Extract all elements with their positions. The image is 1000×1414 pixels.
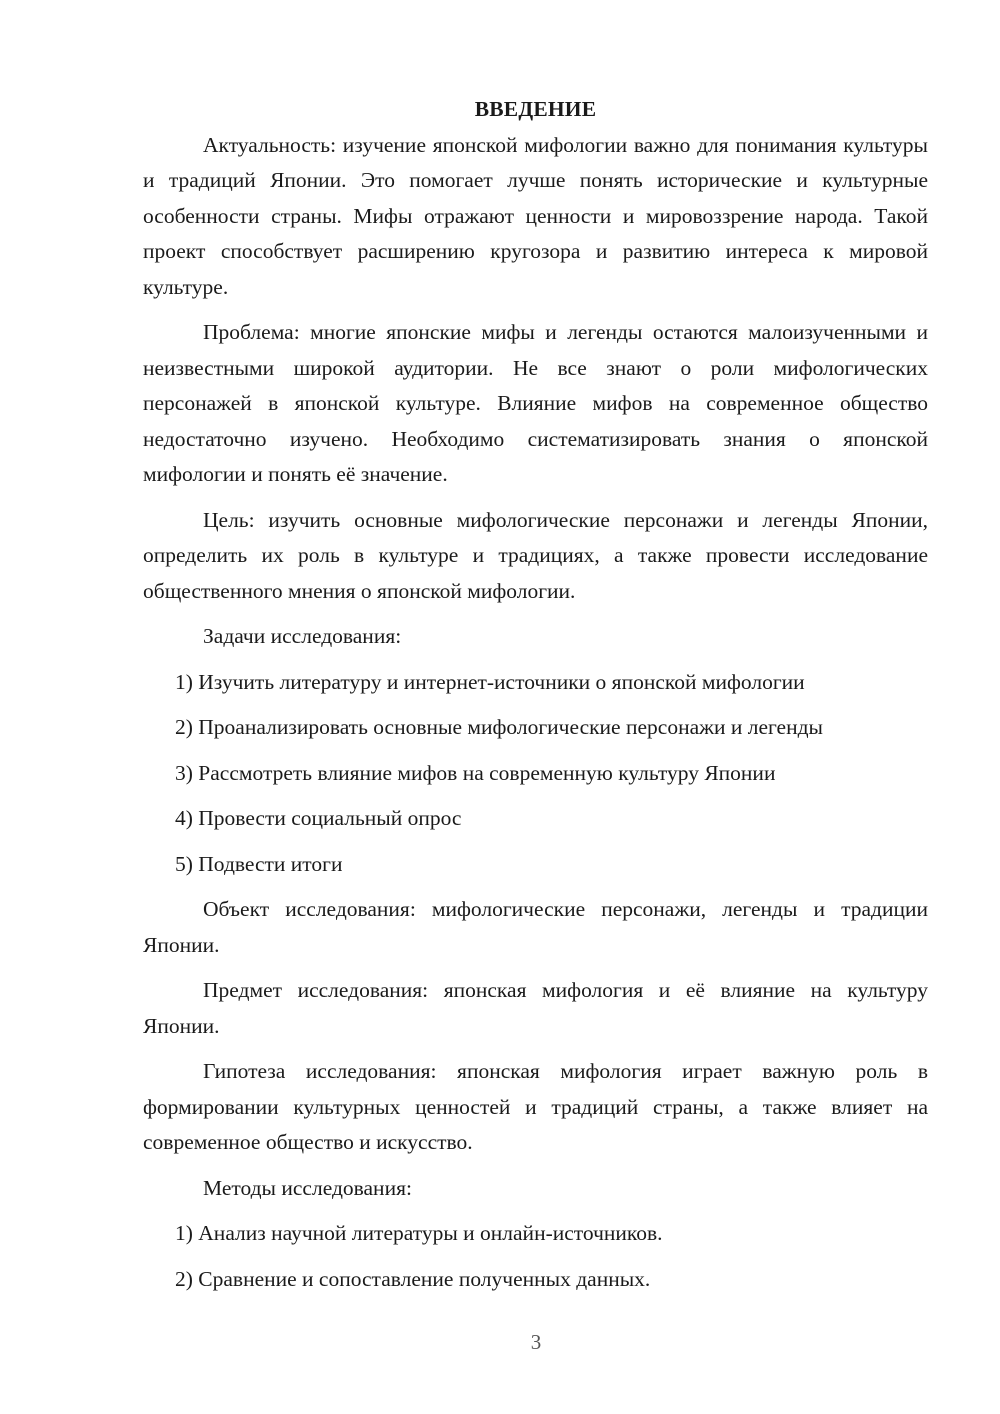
page-number: 3 [530,1330,542,1354]
list-item: 2) Сравнение и сопоставление полученных данных. [175,1266,651,1291]
paragraph-relevance: Актуальность: изучение японской мифологии важно для понимания культуры и традиций Японии. Это помогает лучше понять исторические и культурные особенности страны. Мифы отражают ценности и мировоззрение народа. Такой проект способствует расширению кругозора и развитию интереса к мировой культуре. [143,132,928,299]
page-title: ВВЕДЕНИЕ [474,97,597,121]
paragraph-object: Объект исследования: мифологические персонажи, легенды и традиции Японии. [143,897,928,957]
list-item: 4) Провести социальный опрос [175,806,462,830]
paragraph-goal: Цель: изучить основные мифологические персонажи и легенды Японии, определить их роль в культуре и традициях, а также провести исследование общественного мнения о японской мифологии. [143,507,928,603]
paragraph-problem: Проблема: многие японские мифы и легенды остаются малоизученными и неизвестными широкой аудитории. Не все знают о роли мифологических персонажей в японской культуре. Влияние мифов на современное общество недостаточно изучено. Необходимо систематизировать знания о японской мифологии и понять её значение. [143,320,928,486]
list-item: 1) Изучить литературу и интернет-источники о японской мифологии [175,669,805,694]
list-item: 1) Анализ научной литературы и онлайн-источников. [175,1221,663,1245]
list-item: 2) Проанализировать основные мифологические персонажи и легенды [175,715,823,739]
document-page [143,92,928,1307]
list-item: 5) Подвести итоги [175,851,343,876]
methods-heading: Методы исследования: [203,1175,412,1200]
tasks-list [143,665,928,883]
paragraph-subject: Предмет исследования: японская мифология и её влияние на культуру Японии. [143,978,928,1038]
tasks-heading: Задачи исследования: [203,624,402,648]
methods-list [143,1216,928,1297]
paragraph-hypothesis: Гипотеза исследования: японская мифология играет важную роль в формировании культурных ценностей и традиций страны, а также влияет на современное общество и искусство. [143,1059,928,1154]
list-item: 3) Рассмотреть влияние мифов на современную культуру Японии [175,760,776,785]
